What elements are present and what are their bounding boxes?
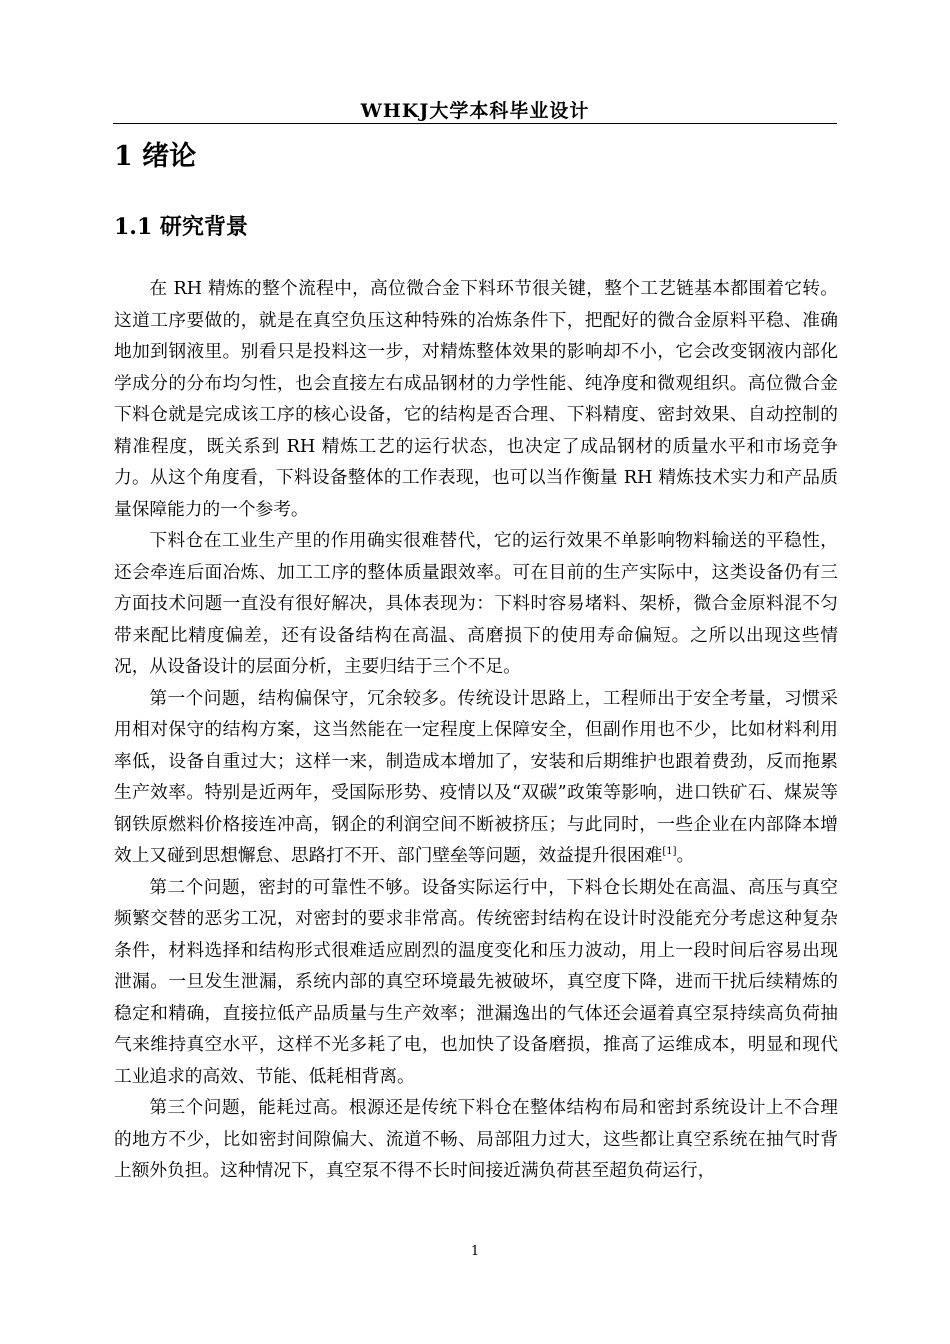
section-title: 1.1 研究背景	[114, 214, 248, 240]
paragraph-3	[114, 684, 838, 873]
paragraph-4: 第二个问题，密封的可靠性不够。设备实际运行中，下料仓长期处在高温、高压与真空频繁交替的恶劣工况，对密封的要求非常高。传统密封结构在设计时没能充分考虑这种复杂条件，材料选择和结构形式很难适应剧烈的温度变化和压力波动，用上一段时间后容易出现泄漏。一旦发生泄漏，系统内部的真空环境最先被破坏，真空度下降，进而干扰后续精炼的稳定和精确，直接拉低产品质量与生产效率；泄漏逸出的气体还会逼着真空泵持续高负荷抽气来维持真空水平，这样不光多耗了电，也加快了设备磨损，推高了运维成本，明显和现代工业追求的高效、节能、低耗相背离。	[114, 877, 838, 1087]
paragraph-1: 在 RH 精炼的整个流程中，高位微合金下料环节很关键，整个工艺链基本都围着它转。这道工序要做的，就是在真空负压这种特殊的冶炼条件下，把配好的微合金原料平稳、准确地加到钢液里。别看只是投料这一步，对精炼整体效果的影响却不小，它会改变钢液内部化学成分的分布均匀性，也会直接左右成品钢材的力学性能、纯净度和微观组织。高位微合金下料仓就是完成该工序的核心设备，它的结构是否合理、下料精度、密封效果、自动控制的精准程度，既关系到 RH 精炼工艺的运行状态，也决定了成品钢材的质量水平和市场竞争力。从这个角度看，下料设备整体的工作表现，也可以当作衡量 RH 精炼技术实力和产品质量保障能力的一个参考。	[114, 279, 838, 520]
paragraph-3-end: 。	[676, 846, 695, 866]
body-text	[114, 274, 838, 1188]
header-divider	[113, 123, 837, 124]
page-number: 1	[470, 1244, 480, 1259]
citation-reference[interactable]: [1]	[662, 846, 677, 858]
paragraph-5: 第三个问题，能耗过高。根源还是传统下料仓在整体结构布局和密封系统设计上不合理的地方不少，比如密封间隙偏大、流道不畅、局部阻力过大，这些都让真空系统在抽气时背上额外负担。这种情况下，真空泵不得不长时间接近满负荷甚至超负荷运行，	[114, 1098, 838, 1181]
chapter-title: 1 绪论	[114, 141, 197, 172]
running-header: WHKJ大学本科毕业设计	[360, 100, 590, 122]
paragraph-2: 下料仓在工业生产里的作用确实很难替代，它的运行效果不单影响物料输送的平稳性，还会牵连后面冶炼、加工工序的整体质量跟效率。可在目前的生产实际中，这类设备仍有三方面技术问题一直没有很好解决，具体表现为：下料时容易堵料、架桥，微合金原料混不匀带来配比精度偏差，还有设备结构在高温、高磨损下的使用寿命偏短。之所以出现这些情况，从设备设计的层面分析，主要归结于三个不足。	[114, 531, 838, 677]
paragraph-3-text: 第一个问题，结构偏保守，冗余较多。传统设计思路上，工程师出于安全考量，习惯采用相对保守的结构方案，这当然能在一定程度上保障安全，但副作用也不少，比如材料利用率低，设备自重过大；这样一来，制造成本增加了，安装和后期维护也跟着费劲，反而拖累生产效率。特别是近两年，受国际形势、疫情以及“双碳”政策等影响，进口铁矿石、煤炭等钢铁原燃料价格接连冲高，钢企的利润空间不断被挤压；与此同时，一些企业在内部降本增效上又碰到思想懈怠、思路打不开、部门壁垒等问题，效益提升很困难	[114, 688, 838, 866]
